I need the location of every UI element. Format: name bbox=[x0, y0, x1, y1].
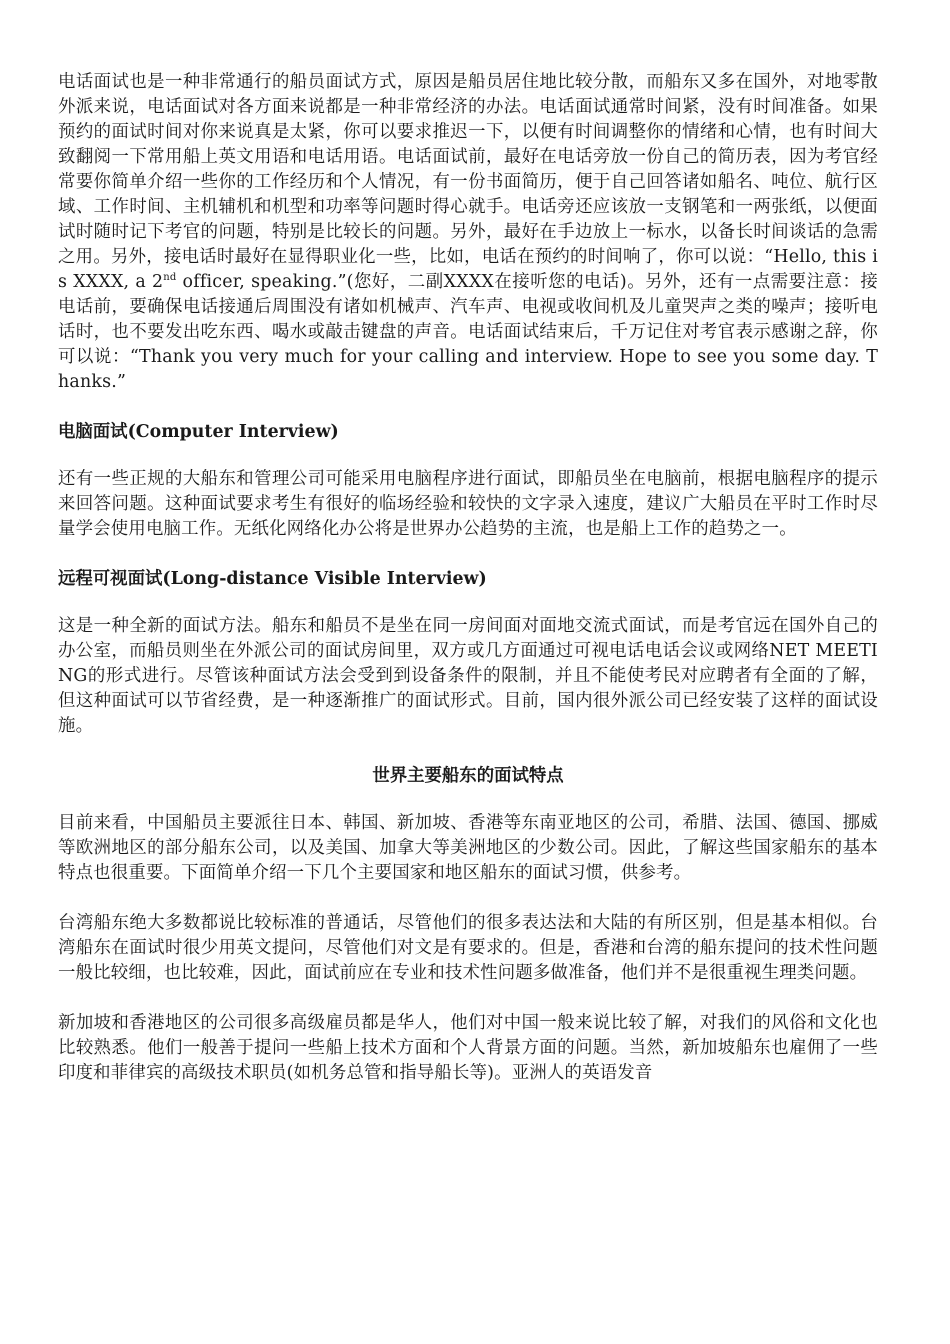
taiwan-paragraph: 台湾船东绝大多数都说比较标准的普通话，尽管他们的很多表达法和大陆的有所区别，但是基本相似。台湾船东在面试时很少用英文提问，尽管他们对文是有要求的。但是，香港和台湾的船东提问的技术性问题一般比较细，也比较难，因此，面试前应在专业和技术性问题多做准备，他们并不是很重视生理类问题。 bbox=[58, 913, 878, 983]
world-intro-paragraph: 目前来看，中国船员主要派往日本、韩国、新加坡、香港等东南亚地区的公司，希腊、法国、德国、挪威等欧洲地区的部分船东公司，以及美国、加拿大等美洲地区的少数公司。因此，了解这些国家船东的基本特点也很重要。下面简单介绍一下几个主要国家和地区船东的面试习惯，供参考。 bbox=[58, 813, 878, 883]
world-shipowners-title: 世界主要船东的面试特点 bbox=[372, 766, 564, 786]
ordinal-suffix: nd bbox=[163, 272, 177, 284]
computer-interview-paragraph: 还有一些正规的大船东和管理公司可能采用电脑程序进行面试，即船员坐在电脑前，根据电脑程序的提示来回答问题。这种面试要求考生有很好的临场经验和较快的文字录入速度，建议广大船员在平时工作时尽量学会使用电脑工作。无纸化网络化办公将是世界办公趋势的主流，也是船上工作的趋势之一。 bbox=[58, 469, 878, 539]
remote-interview-paragraph: 这是一种全新的面试方法。船东和船员不是坐在同一房间面对面地交流式面试，而是考官远在国外自己的办公室，而船员则坐在外派公司的面试房间里，双方或几方面通过可视电话电话会议或网络NET MEETING的形式进行。尽管该种面试方法会受到到设备条件的限制，并且不能使考民对应聘者有全面的了解，但这种面试可以节省经费，是一种逐渐推广的面试形式。目前，国内很外派公司已经安装了这样的面试设施。 bbox=[58, 616, 878, 736]
computer-interview-heading: 电脑面试(Computer Interview) bbox=[58, 422, 339, 442]
remote-interview-heading: 远程可视面试(Long-distance Visible Interview) bbox=[58, 569, 487, 589]
phone-para-part-b: officer, speaking.”(您好，二副XXXX在接听您的电话)。另外，还有一点需要注意：接电话前，要确保电话接通后周围没有诸如机械声、汽车声、电视或收间机及儿童哭声之类的噪声；接听电话时，也不要发出吃东西、喝水或敲击键盘的声音。电话面试结束后，千万记住对考官表示感谢之辞，你可以说：“Thank you very much for your calling and interview. Hope to see you some day. Thanks.” bbox=[58, 272, 878, 392]
document-page bbox=[58, 70, 878, 1086]
singapore-paragraph: 新加坡和香港地区的公司很多高级雇员都是华人，他们对中国一般来说比较了解，对我们的风俗和文化也比较熟悉。他们一般善于提问一些船上技术方面和个人背景方面的问题。当然，新加坡船东也雇佣了一些印度和菲律宾的高级技术职员(如机务总管和指导船长等)。亚洲人的英语发音 bbox=[58, 1013, 878, 1083]
phone-interview-paragraph bbox=[58, 70, 878, 395]
phone-para-part-a: 电话面试也是一种非常通行的船员面试方式，原因是船员居住地比较分散，而船东又多在国外，对地零散外派来说，电话面试对各方面来说都是一种非常经济的办法。电话面试通常时间紧，没有时间准备。如果预约的面试时间对你来说真是太紧，你可以要求推迟一下，以便有时间调整你的情绪和心情，也有时间大致翻阅一下常用船上英文用语和电话用语。电话面试前，最好在电话旁放一份自己的简历表，因为考官经常要你简单介绍一些你的工作经历和个人情况，有一份书面简历，便于自己回答诸如船名、吨位、航行区域、工作时间、主机辅机和机型和功率等问题时得心就手。电话旁还应该放一支钢笔和一两张纸，以便面试时随时记下考官的问题，特别是比较长的问题。另外，最好在手边放上一标水，以备长时间谈话的急需之用。另外，接电话时最好在显得职业化一些，比如，电话在预约的时间响了，你可以说：“Hello, this is XXXX, a 2 bbox=[58, 72, 878, 292]
